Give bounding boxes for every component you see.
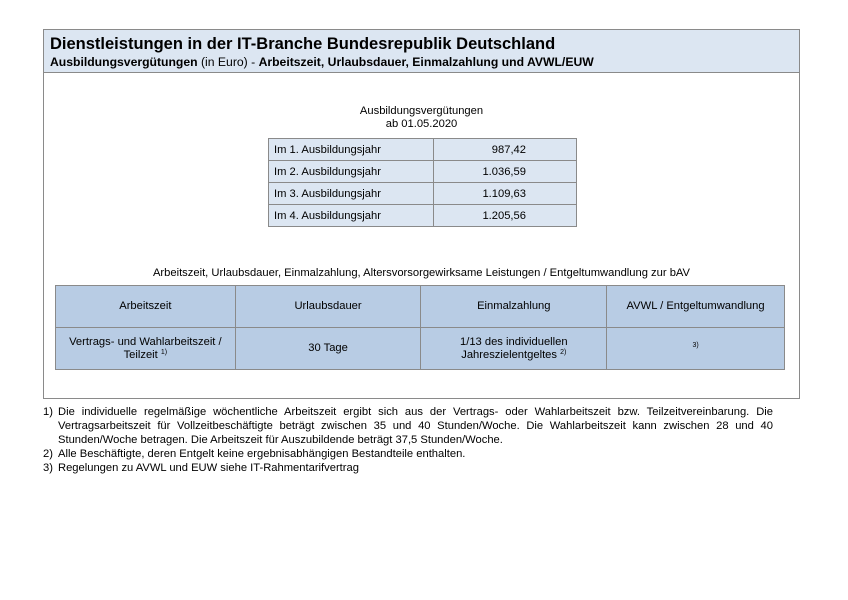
conditions-heading: Arbeitszeit, Urlaubsdauer, Einmalzahlung, Altersvorsorgewirksame Leistungen / Entgeltumwandlung zur bAV	[152, 267, 691, 279]
cell-einmalzahlung-text: 1/13 des individuellen Jahreszielentgeltes	[459, 335, 568, 361]
footnote-3	[43, 461, 773, 475]
table-row	[269, 161, 577, 183]
footnote-1	[43, 405, 773, 447]
pay-value: 987,42	[434, 139, 577, 161]
header-urlaubsdauer: Urlaubsdauer	[235, 286, 421, 328]
cell-urlaubsdauer: 30 Tage	[235, 328, 421, 370]
footnote-ref-2: 2)	[560, 348, 567, 356]
pay-value: 1.205,56	[434, 205, 577, 227]
pay-value: 1.109,63	[434, 183, 577, 205]
training-heading-line2: ab 01.05.2020	[385, 118, 458, 130]
table-row	[269, 183, 577, 205]
footnote-text: Regelungen zu AVWL und EUW siehe IT-Rahmentarifvertrag	[58, 462, 359, 474]
training-pay-table	[268, 138, 577, 227]
footnote-ref-3: 3)	[692, 342, 699, 349]
training-heading-line1: Ausbildungsvergütungen	[359, 105, 484, 117]
table-row	[269, 205, 577, 227]
pay-value: 1.036,59	[434, 161, 577, 183]
footnote-2	[43, 447, 773, 461]
footnote-text: Alle Beschäftigte, deren Entgelt keine ergebnisabhängigen Bestandteile enthalten.	[58, 448, 466, 460]
cell-einmalzahlung	[421, 328, 607, 370]
year-label: Im 2. Ausbildungsjahr	[269, 161, 434, 183]
year-label: Im 4. Ausbildungsjahr	[269, 205, 434, 227]
footnote-number: 2)	[43, 448, 53, 460]
year-label: Im 3. Ausbildungsjahr	[269, 183, 434, 205]
document-frame	[43, 29, 800, 399]
footnote-number: 1)	[43, 406, 53, 418]
table-row	[56, 328, 785, 370]
subtitle-part-3: Arbeitszeit, Urlaubsdauer, Einmalzahlung und AVWL/EUW	[258, 55, 594, 69]
subtitle-part-2: (in Euro) -	[197, 55, 259, 69]
page-subtitle	[50, 55, 793, 70]
header-arbeitszeit: Arbeitszeit	[56, 286, 236, 328]
table-header-row	[56, 286, 785, 328]
page-title: Dienstleistungen in der IT-Branche Bundesrepublik Deutschland	[50, 35, 556, 53]
cell-avwl	[607, 328, 785, 370]
footnote-text: Die individuelle regelmäßige wöchentliche Arbeitszeit ergibt sich aus der Vertrags- oder Wahlarbeitszeit bzw. Teilzeitvereinbarung. Die Vertragsarbeitszeit für Vollzeitbeschäftigte beträgt zwischen 35 und 40 Stunden/Woche. Die Wahlarbeitszeit kann zwischen 28 und 40 Stunden/Woche betragen. Die Arbeitszeit für Auszubildende beträgt 37,5 Stunden/Woche.	[58, 406, 773, 446]
footnote-ref-1: 1)	[160, 348, 168, 356]
cell-arbeitszeit-text: Vertrags- und Wahlarbeitszeit / Teilzeit	[69, 335, 222, 361]
subtitle-part-1: Ausbildungsvergütungen	[50, 55, 198, 69]
conditions-table	[55, 285, 785, 370]
header-einmalzahlung: Einmalzahlung	[421, 286, 607, 328]
year-label: Im 1. Ausbildungsjahr	[269, 139, 434, 161]
cell-arbeitszeit	[56, 328, 236, 370]
footnote-number: 3)	[43, 462, 53, 474]
table-row	[269, 139, 577, 161]
document-header	[44, 30, 799, 73]
footnotes	[43, 405, 773, 475]
header-avwl: AVWL / Entgeltumwandlung	[607, 286, 785, 328]
training-heading	[44, 105, 799, 131]
